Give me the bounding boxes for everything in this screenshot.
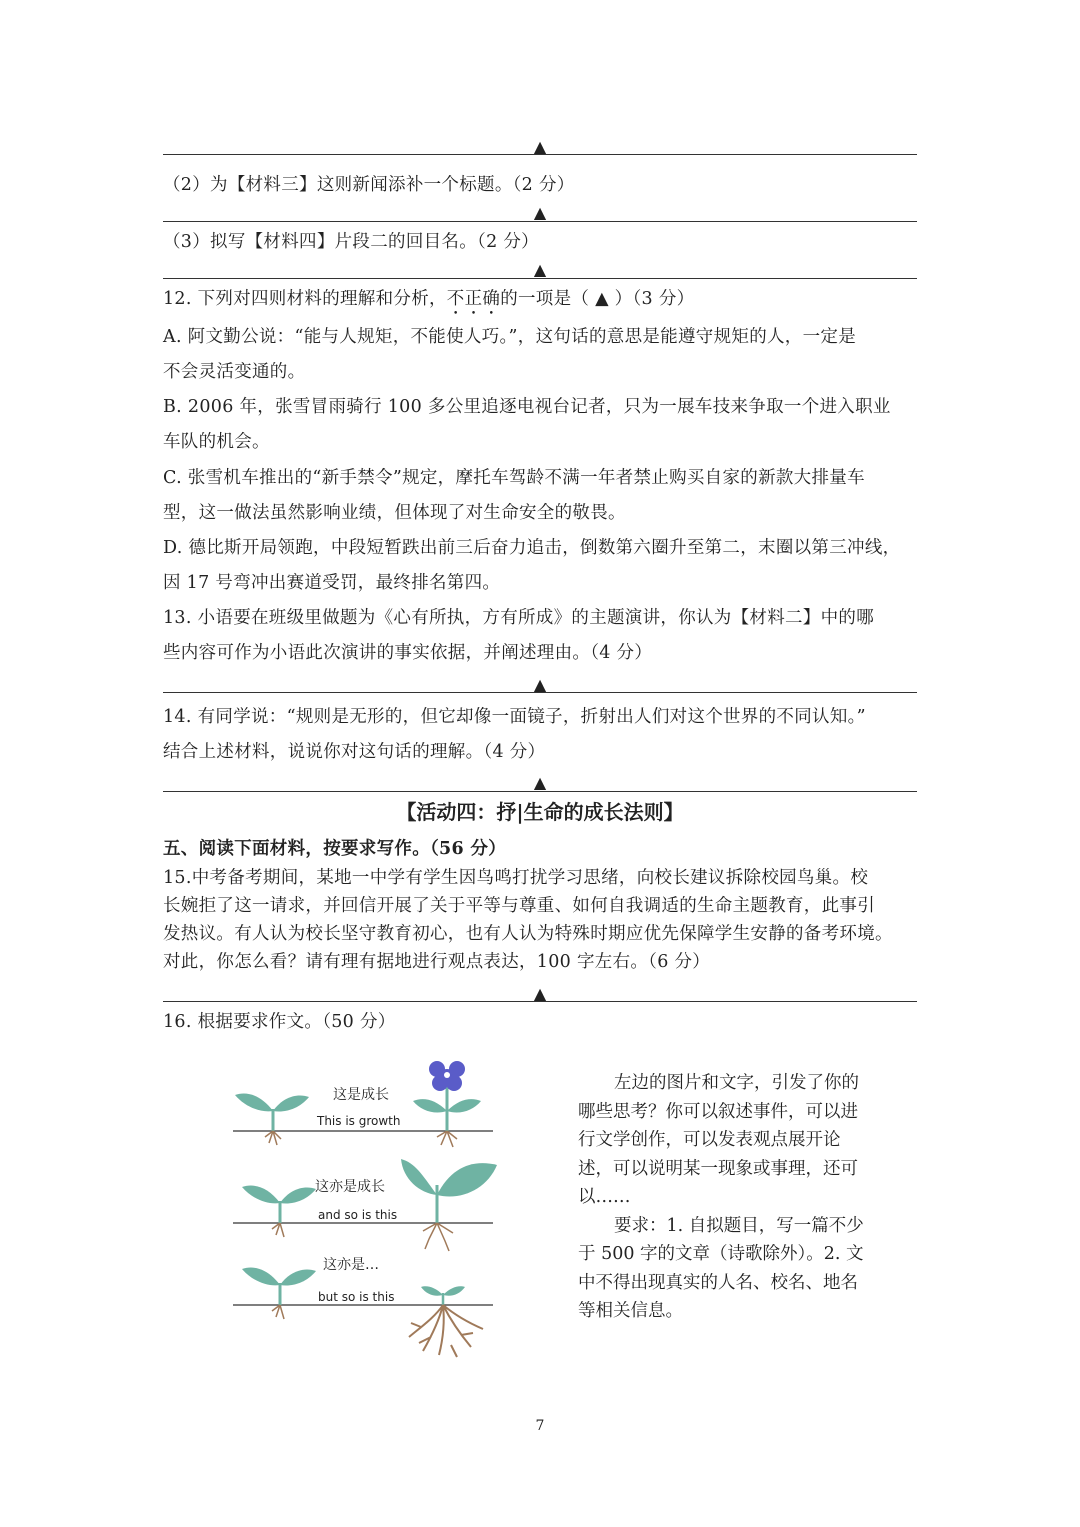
label-also-growth-cn: 这亦是成长 <box>315 1179 385 1195</box>
question-14-line1: 14. 有同学说：“规则是无形的，但它却像一面镜子，折射出人们对这个世界的不同认知。” <box>163 707 866 727</box>
question-15-line3: 发热议。有人认为校长坚守教育初心，也有人认为特殊时期应优先保障学生安静的备考环境。 <box>163 924 893 944</box>
question-13-line1: 13. 小语要在班级里做题为《心有所执，方有所成》的主题演讲，你认为【材料二】中的哪 <box>163 608 874 628</box>
question-16: 16. 根据要求作文。（50 分） <box>163 1012 396 1032</box>
seedling-icon <box>242 1186 316 1237</box>
flower-icon <box>413 1061 481 1147</box>
label-growth-en: This is growth <box>317 1114 401 1128</box>
page-number: 7 <box>535 1418 545 1434</box>
prompt-line4: 述，可以说明某一现象或事理，还可 <box>578 1159 858 1179</box>
answer-line <box>163 692 917 693</box>
answer-marker: ▲ <box>533 984 547 1003</box>
prompt-line1: 左边的图片和文字，引发了你的 <box>614 1073 859 1093</box>
prompt-line3: 行文学创作，可以发表观点展开论 <box>578 1130 841 1150</box>
answer-marker: ▲ <box>533 137 547 156</box>
option-a-line1: A. 阿文勤公说：“能与人规矩，不能使人巧。”，这句话的意思是能遵守规矩的人，一定是 <box>163 327 857 347</box>
answer-line <box>163 791 917 792</box>
answer-line <box>163 1001 917 1002</box>
option-b-line1: B. 2006 年，张雪冒雨骑行 100 多公里追逐电视台记者，只为一展车技来争取一个进入职业 <box>163 397 891 417</box>
option-a-line2: 不会灵活变通的。 <box>163 362 306 382</box>
prompt-line2: 哪些思考？你可以叙述事件，可以进 <box>578 1102 858 1122</box>
large-leaf-icon <box>401 1159 497 1251</box>
question-13-line2: 些内容可作为小语此次演讲的事实依据，并阐述理由。（4 分） <box>163 643 653 663</box>
question-15-line1: 15.中考备考期间，某地一中学有学生因鸟鸣打扰学习思绪，向校长建议拆除校园鸟巢。校 <box>163 868 869 888</box>
answer-marker: ▲ <box>533 675 547 694</box>
option-d-line2: 因 17 号弯冲出赛道受罚，最终排名第四。 <box>163 573 501 593</box>
question-14-line2: 结合上述材料，说说你对这句话的理解。（4 分） <box>163 742 546 762</box>
label-growth-cn: 这是成长 <box>333 1087 389 1103</box>
answer-line <box>163 221 917 222</box>
label-also-growth-en: and so is this <box>318 1208 398 1222</box>
prompt-line7: 于 500 字的文章（诗歌除外）。2. 文 <box>578 1244 864 1264</box>
seedling-icon <box>242 1268 316 1319</box>
answer-line <box>163 154 917 155</box>
question-12-stem: 12. 下列对四则材料的理解和分析，不正确的一项是（ ▲ ）（3 分） <box>163 289 695 309</box>
option-c-line2: 型，这一做法虽然影响业绩，但体现了对生命安全的敬畏。 <box>163 503 626 523</box>
option-c-line1: C. 张雪机车推出的“新手禁令”规定，摩托车驾龄不满一年者禁止购买自家的新款大排量车 <box>163 468 865 488</box>
question-15-line2: 长婉拒了这一请求，并回信开展了关于平等与尊重、如何自我调适的生命主题教育，此事引 <box>163 896 875 916</box>
option-d-line1: D. 德比斯开局领跑，中段短暂跌出前三后奋力追击，倒数第六圈升至第二，末圈以第三冲线， <box>163 538 901 558</box>
prompt-line8: 中不得出现真实的人名、校名、地名 <box>578 1273 858 1293</box>
answer-marker: ▲ <box>533 260 547 279</box>
prompt-line6: 要求：1. 自拟题目，写一篇不少 <box>614 1216 864 1236</box>
prompt-line5: 以…… <box>578 1187 631 1207</box>
prompt-line9: 等相关信息。 <box>578 1301 683 1321</box>
label-also-cn: 这亦是… <box>323 1257 379 1273</box>
question-15-line4: 对此，你怎么看？请有理有据地进行观点表达，100 字左右。（6 分） <box>163 952 711 972</box>
deep-roots-icon <box>409 1286 483 1357</box>
emphasis-text: 不正确 <box>446 289 501 309</box>
label-also-en: but so is this <box>318 1290 395 1304</box>
answer-marker: ▲ <box>533 773 547 792</box>
option-b-line2: 车队的机会。 <box>163 432 270 452</box>
growth-illustration-svg <box>225 1055 555 1365</box>
question-11-2: （2）为【材料三】这则新闻添补一个标题。（2 分） <box>163 175 575 195</box>
seedling-icon <box>235 1094 309 1145</box>
answer-line <box>163 278 917 279</box>
activity-four-heading: 【活动四：抒|生命的成长法则】 <box>396 800 684 824</box>
question-11-3: （3）拟写【材料四】片段二的回目名。（2 分） <box>163 232 539 252</box>
section-five-heading: 五、阅读下面材料，按要求写作。（56 分） <box>163 839 506 859</box>
growth-illustration <box>225 1055 555 1365</box>
answer-marker: ▲ <box>533 203 547 222</box>
